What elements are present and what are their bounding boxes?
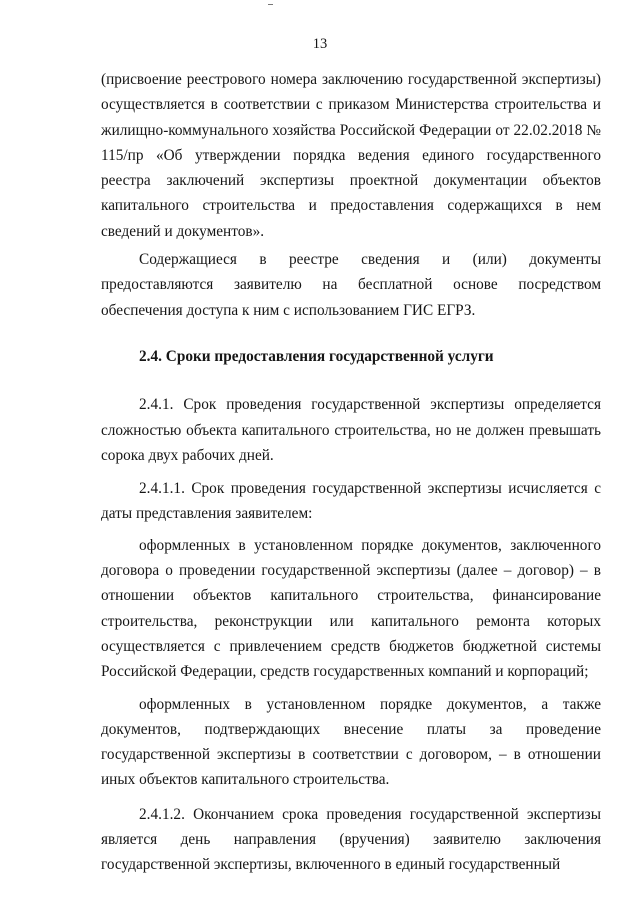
paragraph-registry-access: Содержащиеся в реестре сведения и (или) документы предоставляются заявителю на бесплатной основе посредством обеспечения доступа к ним с использованием ГИС ЕГРЗ.: [101, 251, 601, 319]
paragraph-2-4-1-2: 2.4.1.2. Окончанием срока проведения государственной экспертизы является день направления (вручения) заявителю заключения государственной экспертизы, включенного в единый государственный: [101, 805, 601, 874]
paragraph-registry-number: (присвоение реестрового номера заключению государственной экспертизы) осуществляется в соответствии с приказом Министерства строительства и жилищно-коммунального хозяйства Российской Федерации от 22.02.2018 № 115/пр «Об утверждении порядка ведения единого государственного реестра заключений экспертизы проектной документации объектов капитального строительства и предоставления содержащихся в нем сведений и документов».: [101, 71, 601, 240]
paragraph-2-4-1-1: 2.4.1.1. Срок проведения государственной экспертизы исчисляется с даты представления заявителем:: [101, 480, 601, 523]
section-heading: 2.4. Сроки предоставления государственной услуги: [139, 347, 494, 365]
paragraph-other-objects: оформленных в установленном порядке документов, а также документов, подтверждающих внесение платы за проведение государственной экспертизы в соответствии с договором, – в отношении иных объектов капитального строительства.: [101, 695, 601, 789]
paragraph-budget-objects: оформленных в установленном порядке документов, заключенного договора о проведении государственной экспертизы (далее – договор) – в отношении объектов капитального строительства, финансирование строительства, реконструкции или капитального ремонта которых осуществляется с привлечением средств бюджетов бюджетной системы Российской Федерации, средств государственных компаний и корпораций;: [101, 536, 601, 681]
document-body: [101, 67, 601, 878]
scan-mark: [268, 4, 273, 5]
page-number: 13: [312, 36, 328, 52]
paragraph-2-4-1: 2.4.1. Срок проведения государственной экспертизы определяется сложностью объекта капитального строительства, но не должен превышать сорока двух рабочих дней.: [101, 396, 601, 464]
